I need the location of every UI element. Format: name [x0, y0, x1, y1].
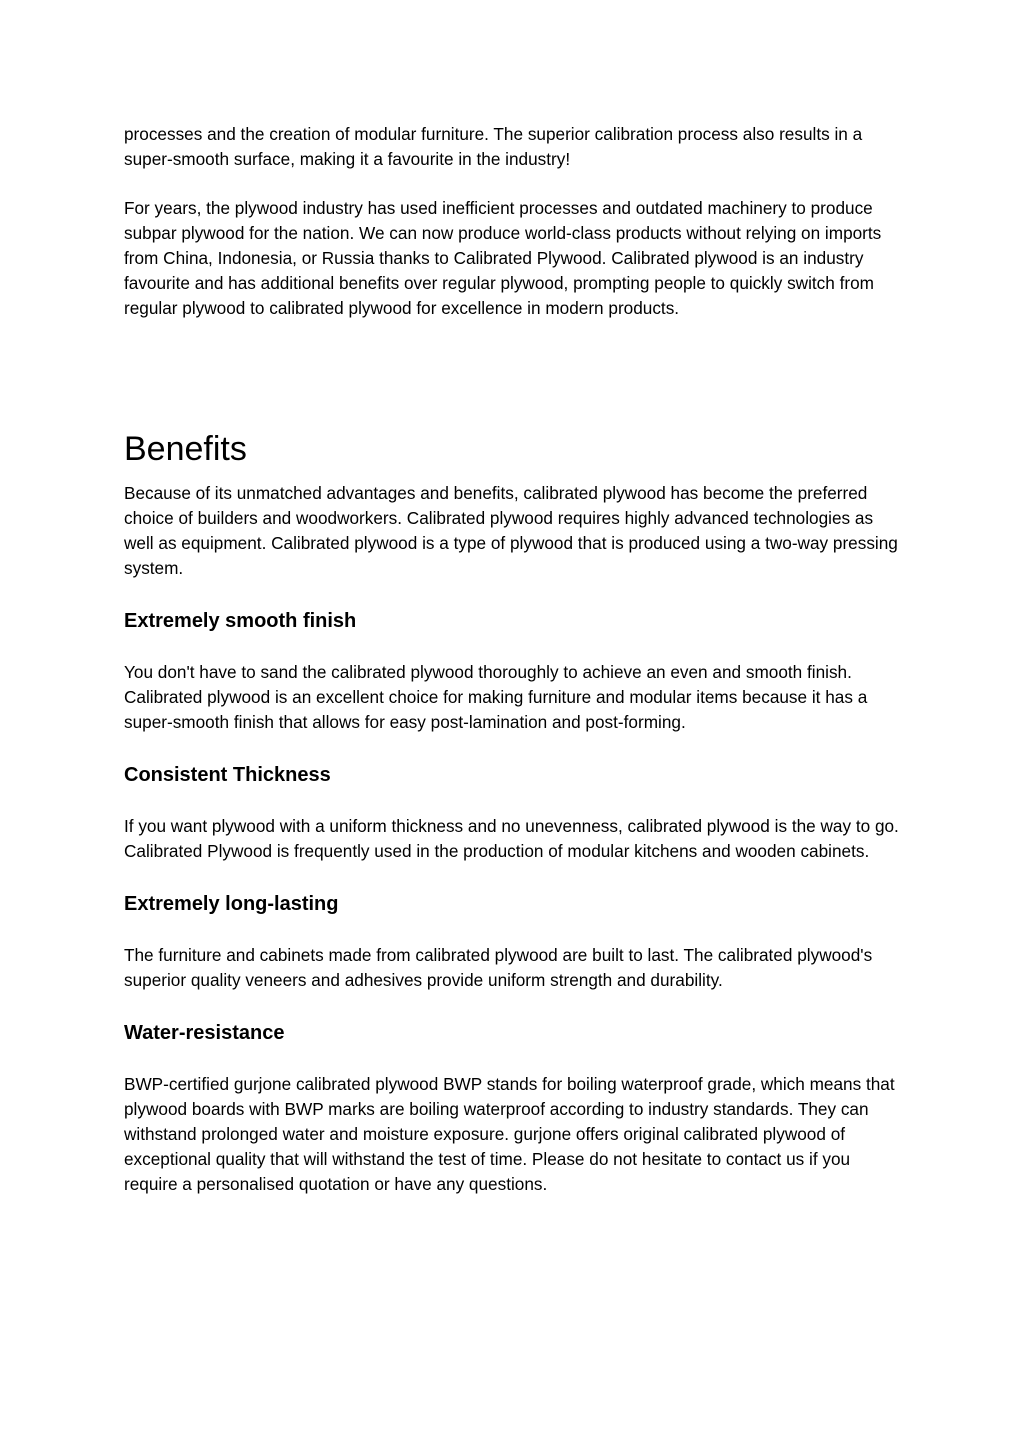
section-heading-consistent-thickness: Consistent Thickness — [124, 764, 331, 786]
intro-paragraph-2: For years, the plywood industry has used inefficient processes and outdated machinery to produce subpar plywood for the nation. We can now produce world-class products without relying on imports from China, Indonesia, or Russia thanks to Calibrated Plywood. Calibrated plywood is an industry favourite and has additional benefits over regular plywood, prompting people to quickly switch from regular plywood to calibrated plywood for excellence in modern products. — [124, 198, 882, 318]
benefits-intro-paragraph: Because of its unmatched advantages and benefits, calibrated plywood has become the preferred choice of builders and woodworkers. Calibrated plywood requires highly advanced technologies as well as equipment. Calibrated plywood is a type of plywood that is produced using a two-way pressing system. — [124, 483, 898, 578]
intro-paragraph-1: processes and the creation of modular furniture. The superior calibration process also results in a super-smooth surface, making it a favourite in the industry! — [124, 124, 863, 169]
section-body-smooth-finish: You don't have to sand the calibrated plywood thoroughly to achieve an even and smooth finish. Calibrated plywood is an excellent choice for making furniture and modular items because it has a super-smooth finish that allows for easy post-lamination and post-forming. — [124, 662, 868, 732]
benefits-heading: Benefits — [124, 430, 247, 468]
section-body-water-resistance: BWP-certified gurjone calibrated plywood BWP stands for boiling waterproof grade, which means that plywood boards with BWP marks are boiling waterproof according to industry standards. They can withstand prolonged water and moisture exposure. gurjone offers original calibrated plywood of exceptional quality that will withstand the test of time. Please do not hesitate to contact us if you require a personalised quotation or have any questions. — [124, 1074, 895, 1194]
section-heading-smooth-finish: Extremely smooth finish — [124, 610, 357, 632]
section-body-long-lasting: The furniture and cabinets made from calibrated plywood are built to last. The calibrated plywood's superior quality veneers and adhesives provide uniform strength and durability. — [124, 945, 873, 990]
section-heading-long-lasting: Extremely long-lasting — [124, 893, 339, 915]
section-body-consistent-thickness: If you want plywood with a uniform thickness and no unevenness, calibrated plywood is the way to go. Calibrated Plywood is frequently used in the production of modular kitchens and wooden cabinets. — [124, 816, 899, 861]
section-heading-water-resistance: Water-resistance — [124, 1022, 285, 1044]
document-page — [124, 122, 904, 1197]
